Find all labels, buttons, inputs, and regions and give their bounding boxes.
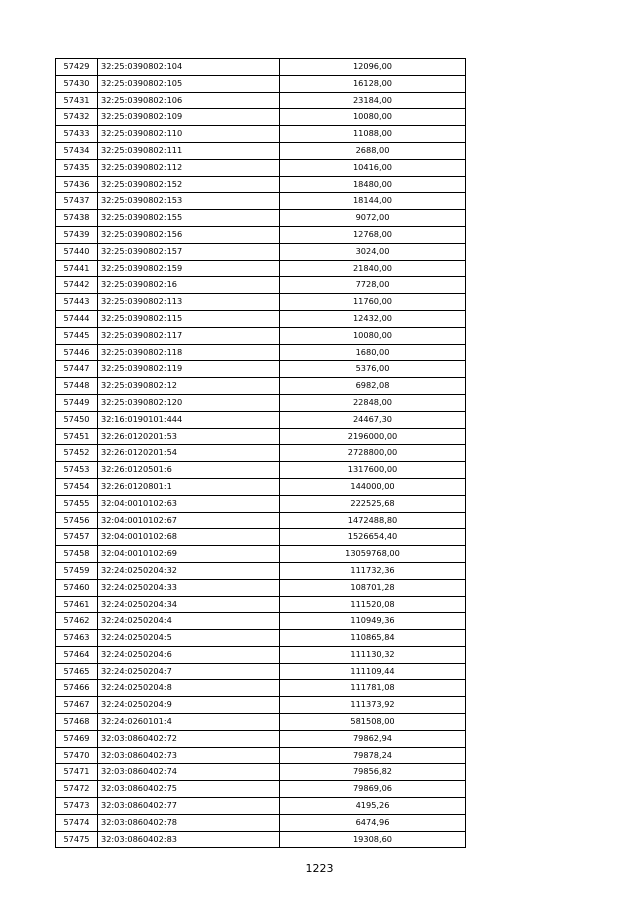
value-cell: 110949,36: [280, 613, 466, 630]
row-number-cell: 57475: [56, 831, 98, 848]
value-cell: 22848,00: [280, 394, 466, 411]
row-number-cell: 57473: [56, 798, 98, 815]
cadastral-number-cell: 32:04:0010102:68: [98, 529, 280, 546]
cadastral-number-cell: 32:04:0010102:69: [98, 546, 280, 563]
table-body: [56, 59, 466, 848]
cadastral-number-cell: 32:03:0860402:83: [98, 831, 280, 848]
row-number-cell: 57450: [56, 411, 98, 428]
table-row: [56, 730, 466, 747]
table-row: [56, 126, 466, 143]
value-cell: 581508,00: [280, 714, 466, 731]
row-number-cell: 57459: [56, 562, 98, 579]
cadastral-number-cell: 32:24:0250204:34: [98, 596, 280, 613]
table-row: [56, 663, 466, 680]
value-cell: 79869,06: [280, 781, 466, 798]
value-cell: 108701,28: [280, 579, 466, 596]
table-row: [56, 714, 466, 731]
row-number-cell: 57455: [56, 495, 98, 512]
table-row: [56, 562, 466, 579]
value-cell: 144000,00: [280, 478, 466, 495]
cadastral-number-cell: 32:25:0390802:12: [98, 378, 280, 395]
row-number-cell: 57433: [56, 126, 98, 143]
cadastral-number-cell: 32:25:0390802:159: [98, 260, 280, 277]
row-number-cell: 57456: [56, 512, 98, 529]
cadastral-number-cell: 32:25:0390802:152: [98, 176, 280, 193]
cadastral-number-cell: 32:26:0120201:54: [98, 445, 280, 462]
value-cell: 111781,08: [280, 680, 466, 697]
table-row: [56, 831, 466, 848]
row-number-cell: 57440: [56, 243, 98, 260]
row-number-cell: 57470: [56, 747, 98, 764]
table-row: [56, 260, 466, 277]
value-cell: 5376,00: [280, 361, 466, 378]
row-number-cell: 57447: [56, 361, 98, 378]
table-row: [56, 529, 466, 546]
table-row: [56, 596, 466, 613]
value-cell: 3024,00: [280, 243, 466, 260]
table-row: [56, 394, 466, 411]
value-cell: 7728,00: [280, 277, 466, 294]
cadastral-number-cell: 32:25:0390802:120: [98, 394, 280, 411]
value-cell: 12768,00: [280, 226, 466, 243]
page-number: 1223: [305, 862, 334, 875]
row-number-cell: 57446: [56, 344, 98, 361]
cadastral-number-cell: 32:25:0390802:119: [98, 361, 280, 378]
row-number-cell: 57466: [56, 680, 98, 697]
table-row: [56, 92, 466, 109]
table-row: [56, 294, 466, 311]
table-row: [56, 344, 466, 361]
cadastral-number-cell: 32:24:0250204:33: [98, 579, 280, 596]
table-row: [56, 495, 466, 512]
row-number-cell: 57436: [56, 176, 98, 193]
row-number-cell: 57438: [56, 210, 98, 227]
cadastral-number-cell: 32:25:0390802:156: [98, 226, 280, 243]
row-number-cell: 57464: [56, 646, 98, 663]
row-number-cell: 57452: [56, 445, 98, 462]
table-row: [56, 109, 466, 126]
row-number-cell: 57432: [56, 109, 98, 126]
table-row: [56, 798, 466, 815]
table-row: [56, 680, 466, 697]
cadastral-number-cell: 32:24:0250204:8: [98, 680, 280, 697]
cadastral-number-cell: 32:26:0120501:6: [98, 462, 280, 479]
cadastral-number-cell: 32:24:0250204:9: [98, 697, 280, 714]
cadastral-number-cell: 32:03:0860402:74: [98, 764, 280, 781]
row-number-cell: 57458: [56, 546, 98, 563]
table-row: [56, 630, 466, 647]
table-row: [56, 59, 466, 76]
table-row: [56, 764, 466, 781]
cadastral-number-cell: 32:03:0860402:77: [98, 798, 280, 815]
row-number-cell: 57474: [56, 814, 98, 831]
cadastral-number-cell: 32:24:0250204:32: [98, 562, 280, 579]
cadastral-number-cell: 32:24:0250204:7: [98, 663, 280, 680]
table-row: [56, 697, 466, 714]
row-number-cell: 57434: [56, 142, 98, 159]
cadastral-number-cell: 32:24:0250204:4: [98, 613, 280, 630]
table-row: [56, 478, 466, 495]
value-cell: 1317600,00: [280, 462, 466, 479]
value-cell: 79878,24: [280, 747, 466, 764]
cadastral-number-cell: 32:04:0010102:63: [98, 495, 280, 512]
value-cell: 1680,00: [280, 344, 466, 361]
row-number-cell: 57469: [56, 730, 98, 747]
value-cell: 18144,00: [280, 193, 466, 210]
value-cell: 12432,00: [280, 310, 466, 327]
row-number-cell: 57445: [56, 327, 98, 344]
value-cell: 110865,84: [280, 630, 466, 647]
row-number-cell: 57449: [56, 394, 98, 411]
row-number-cell: 57443: [56, 294, 98, 311]
value-cell: 111109,44: [280, 663, 466, 680]
value-cell: 111130,32: [280, 646, 466, 663]
value-cell: 4195,26: [280, 798, 466, 815]
cadastral-number-cell: 32:25:0390802:104: [98, 59, 280, 76]
value-cell: 18480,00: [280, 176, 466, 193]
table-row: [56, 428, 466, 445]
row-number-cell: 57435: [56, 159, 98, 176]
cadastral-number-cell: 32:25:0390802:113: [98, 294, 280, 311]
table-row: [56, 176, 466, 193]
value-cell: 111373,92: [280, 697, 466, 714]
row-number-cell: 57453: [56, 462, 98, 479]
row-number-cell: 57431: [56, 92, 98, 109]
value-cell: 10416,00: [280, 159, 466, 176]
table-row: [56, 747, 466, 764]
value-cell: 11088,00: [280, 126, 466, 143]
value-cell: 2728800,00: [280, 445, 466, 462]
cadastral-number-cell: 32:04:0010102:67: [98, 512, 280, 529]
row-number-cell: 57442: [56, 277, 98, 294]
table-row: [56, 546, 466, 563]
table-row: [56, 781, 466, 798]
cadastral-number-cell: 32:26:0120201:53: [98, 428, 280, 445]
row-number-cell: 57451: [56, 428, 98, 445]
row-number-cell: 57439: [56, 226, 98, 243]
value-cell: 2196000,00: [280, 428, 466, 445]
cadastral-number-cell: 32:25:0390802:157: [98, 243, 280, 260]
cadastral-number-cell: 32:25:0390802:110: [98, 126, 280, 143]
table-row: [56, 310, 466, 327]
table-row: [56, 243, 466, 260]
cadastral-number-cell: 32:25:0390802:117: [98, 327, 280, 344]
row-number-cell: 57460: [56, 579, 98, 596]
row-number-cell: 57448: [56, 378, 98, 395]
row-number-cell: 57465: [56, 663, 98, 680]
cadastral-number-cell: 32:25:0390802:106: [98, 92, 280, 109]
row-number-cell: 57457: [56, 529, 98, 546]
value-cell: 10080,00: [280, 327, 466, 344]
value-cell: 111732,36: [280, 562, 466, 579]
table-row: [56, 646, 466, 663]
row-number-cell: 57441: [56, 260, 98, 277]
table-row: [56, 613, 466, 630]
row-number-cell: 57429: [56, 59, 98, 76]
cadastral-number-cell: 32:03:0860402:75: [98, 781, 280, 798]
table-row: [56, 226, 466, 243]
value-cell: 19308,60: [280, 831, 466, 848]
cadastral-number-cell: 32:25:0390802:109: [98, 109, 280, 126]
table-row: [56, 579, 466, 596]
cadastral-number-cell: 32:25:0390802:155: [98, 210, 280, 227]
cadastral-number-cell: 32:03:0860402:73: [98, 747, 280, 764]
cadastral-number-cell: 32:26:0120801:1: [98, 478, 280, 495]
row-number-cell: 57472: [56, 781, 98, 798]
row-number-cell: 57463: [56, 630, 98, 647]
cadastral-number-cell: 32:25:0390802:112: [98, 159, 280, 176]
row-number-cell: 57467: [56, 697, 98, 714]
value-cell: 12096,00: [280, 59, 466, 76]
value-cell: 13059768,00: [280, 546, 466, 563]
table-row: [56, 142, 466, 159]
table-row: [56, 445, 466, 462]
cadastral-number-cell: 32:03:0860402:72: [98, 730, 280, 747]
row-number-cell: 57454: [56, 478, 98, 495]
value-cell: 2688,00: [280, 142, 466, 159]
value-cell: 1472488,80: [280, 512, 466, 529]
table-row: [56, 159, 466, 176]
value-cell: 111520,08: [280, 596, 466, 613]
table-row: [56, 814, 466, 831]
value-cell: 24467,30: [280, 411, 466, 428]
table-row: [56, 378, 466, 395]
cadastral-number-cell: 32:24:0250204:5: [98, 630, 280, 647]
cadastral-number-cell: 32:24:0260101:4: [98, 714, 280, 731]
table-row: [56, 210, 466, 227]
cadastral-number-cell: 32:16:0190101:444: [98, 411, 280, 428]
cadastral-number-cell: 32:25:0390802:153: [98, 193, 280, 210]
value-cell: 11760,00: [280, 294, 466, 311]
cadastral-number-cell: 32:25:0390802:115: [98, 310, 280, 327]
row-number-cell: 57437: [56, 193, 98, 210]
cadastral-number-cell: 32:25:0390802:105: [98, 75, 280, 92]
value-cell: 16128,00: [280, 75, 466, 92]
row-number-cell: 57471: [56, 764, 98, 781]
row-number-cell: 57430: [56, 75, 98, 92]
table-row: [56, 327, 466, 344]
cadastral-number-cell: 32:24:0250204:6: [98, 646, 280, 663]
value-cell: 79862,94: [280, 730, 466, 747]
cadastral-number-cell: 32:25:0390802:118: [98, 344, 280, 361]
cadastral-number-cell: 32:25:0390802:16: [98, 277, 280, 294]
table-row: [56, 277, 466, 294]
value-cell: 6982,08: [280, 378, 466, 395]
data-table: [55, 58, 466, 848]
table-row: [56, 361, 466, 378]
value-cell: 10080,00: [280, 109, 466, 126]
row-number-cell: 57468: [56, 714, 98, 731]
row-number-cell: 57461: [56, 596, 98, 613]
value-cell: 222525,68: [280, 495, 466, 512]
value-cell: 9072,00: [280, 210, 466, 227]
row-number-cell: 57444: [56, 310, 98, 327]
value-cell: 21840,00: [280, 260, 466, 277]
cadastral-number-cell: 32:03:0860402:78: [98, 814, 280, 831]
value-cell: 79856,82: [280, 764, 466, 781]
table-row: [56, 75, 466, 92]
row-number-cell: 57462: [56, 613, 98, 630]
table-row: [56, 193, 466, 210]
table-row: [56, 462, 466, 479]
cadastral-number-cell: 32:25:0390802:111: [98, 142, 280, 159]
value-cell: 1526654,40: [280, 529, 466, 546]
table-row: [56, 411, 466, 428]
table-row: [56, 512, 466, 529]
value-cell: 6474,96: [280, 814, 466, 831]
value-cell: 23184,00: [280, 92, 466, 109]
